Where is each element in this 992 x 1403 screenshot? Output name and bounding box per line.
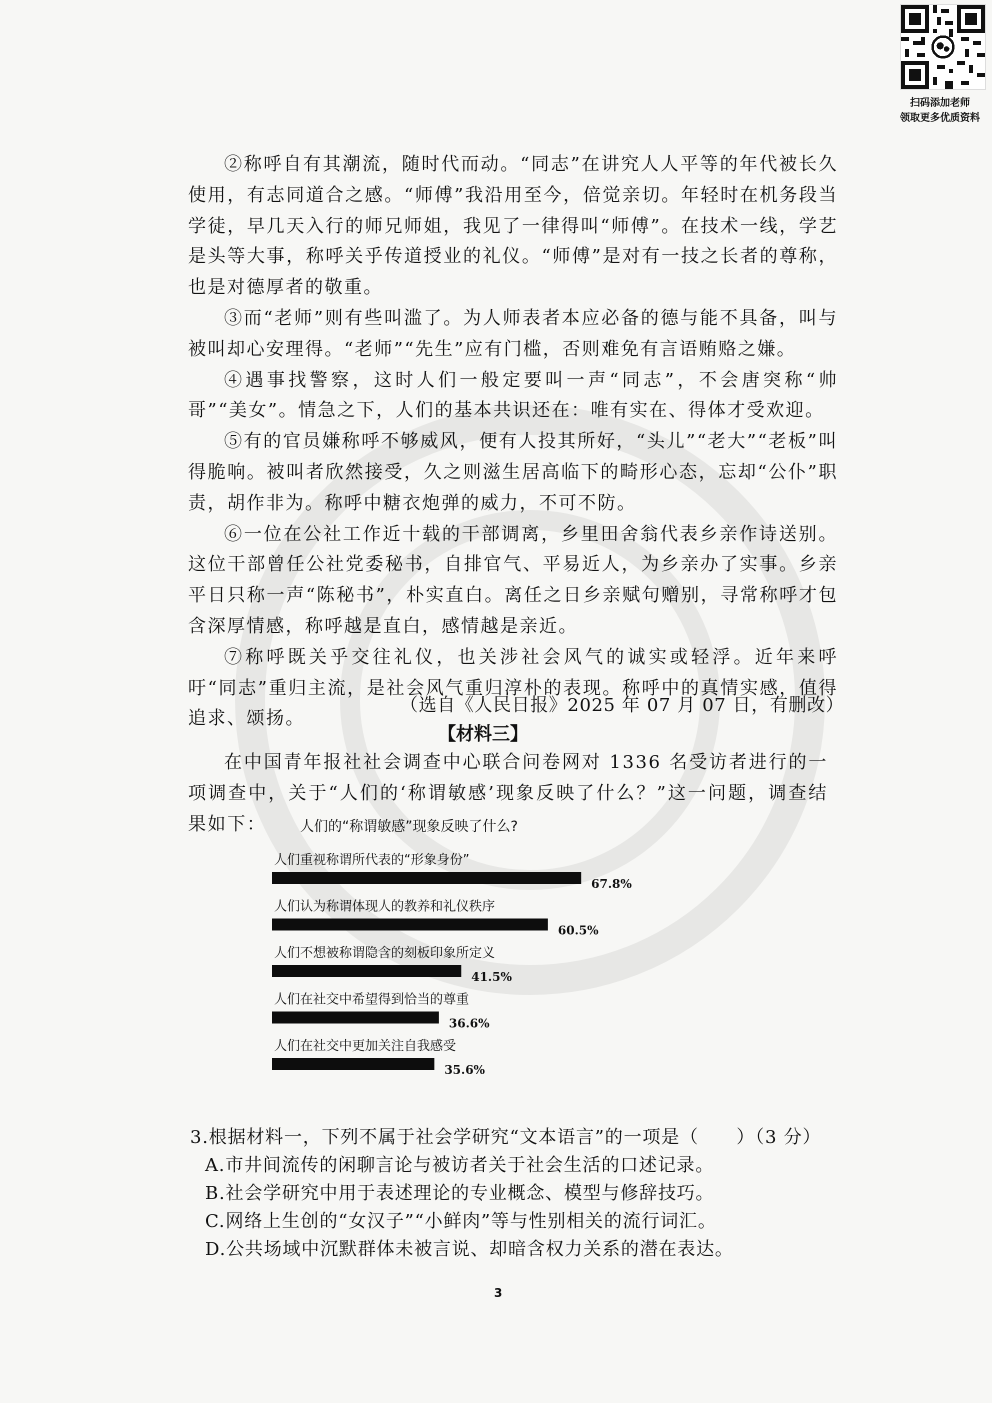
bar [272,919,548,931]
bar [272,872,581,884]
value-label: 35.6% [444,1063,485,1077]
option-d[interactable]: D.公共场域中沉默群体未被言说、却暗含权力关系的潜在表达。 [205,1239,734,1260]
material-3-intro-text: 在中国青年报社社会调查中心联合问卷网对 1336 名受访者进行的一项调查中，关于“人们的‘称谓敏感’现象反映了什么？”这一问题，调查结果如下： [188,752,828,835]
value-label: 60.5% [557,923,599,938]
option-a[interactable]: A.市井间流传的闲聊言论与被访者关于社会生活的口述记录。 [205,1155,715,1176]
value-label: 41.5% [471,970,512,984]
paragraph-3: ③而“老师”则有些叫滥了。为人师表者本应必备的德与能不具备，叫与被叫却心安理得。“老师”“先生”应有门槛，否则难免有言语贿赂之嫌。 [188,307,838,360]
qr-caption-line1: 扫码添加老师 [910,98,970,109]
question-3 [190,1124,830,1264]
value-label: 67.8% [591,877,632,891]
paragraph-4: ④遇事找警察，这时人们一般定要叫一声“同志”，不会唐突称“帅哥”“美女”。情急之下，人们的基本共识还在：唯有实在、得体才受欢迎。 [188,369,838,422]
paragraph-5: ⑤有的官员嫌称呼不够威风，便有人投其所好，“头儿”“老大”“老板”叫得脆响。被叫者欣然接受，久之则滋生居高临下的畸形心态，忘却“公仆”职责，胡作非为。称呼中糖衣炮弹的威力，不可不防。 [188,431,838,514]
option-b[interactable]: B.社会学研究中用于表述理论的专业概念、模型与修辞技巧。 [205,1183,715,1204]
bar [272,1012,439,1024]
material-3-intro [188,748,828,840]
bar [272,1058,434,1070]
material-3-heading: 【材料三】 [438,724,528,745]
chart-title: 人们的“称谓敏感”现象反映了什么? [300,819,518,835]
paragraph-7: ⑦称呼既关乎交往礼仪，也关涉社会风气的诚实或轻浮。近年来呼吁“同志”重归主流，是社会风气重归淳朴的表现。称呼中的真情实感，值得追求、颂扬。 [188,646,838,730]
category-label: 人们认为称谓体现人的教养和礼仪秩序 [274,899,496,915]
qr-caption [888,96,992,126]
question-stem: 3.根据材料一，下列不属于社会学研究“文本语言”的一项是（ ）（3 分） [190,1127,822,1148]
qr-caption-line2: 领取更多优质资料 [900,113,980,124]
option-c[interactable]: C.网络上生创的“女汉子”“小鲜肉”等与性别相关的流行词汇。 [205,1211,717,1232]
qr-code [900,4,986,90]
article-body [188,150,838,735]
category-label: 人们在社交中更加关注自我感受 [274,1039,457,1054]
paragraph-6: ⑥一位在公社工作近十载的干部调离，乡里田舍翁代表乡亲作诗送别。这位干部曾任公社党委秘书，自排官气、平易近人，为乡亲办了实事。乡亲平日只称一声“陈秘书”，朴实直白。离任之日乡亲赋句赠别，寻常称呼才包含深厚情感，称呼越是直白，感情越是亲近。 [188,523,838,637]
bar [272,965,461,977]
category-label: 人们不想被称谓隐含的刻板印象所定义 [274,946,496,961]
category-label: 人们重视称谓所代表的“形象身份” [274,853,470,868]
category-label: 人们在社交中希望得到恰当的尊重 [274,992,470,1008]
value-label: 36.6% [448,1016,490,1031]
article-source: （选自《人民日报》2025 年 07 月 07 日，有删改） [400,695,845,716]
page-number: 3 [494,1286,503,1300]
paragraph-2: ②称呼自有其潮流，随时代而动。“同志”在讲究人人平等的年代被长久使用，有志同道合之感。“师傅”我沿用至今，倍觉亲切。年轻时在机务段当学徒，早几天入行的师兄师姐，我见了一律得叫“师傅”。在技术一线，学艺是头等大事，称呼关乎传道授业的礼仪。“师傅”是对有一技之长者的尊称，也是对德厚者的敬重。 [188,154,838,299]
